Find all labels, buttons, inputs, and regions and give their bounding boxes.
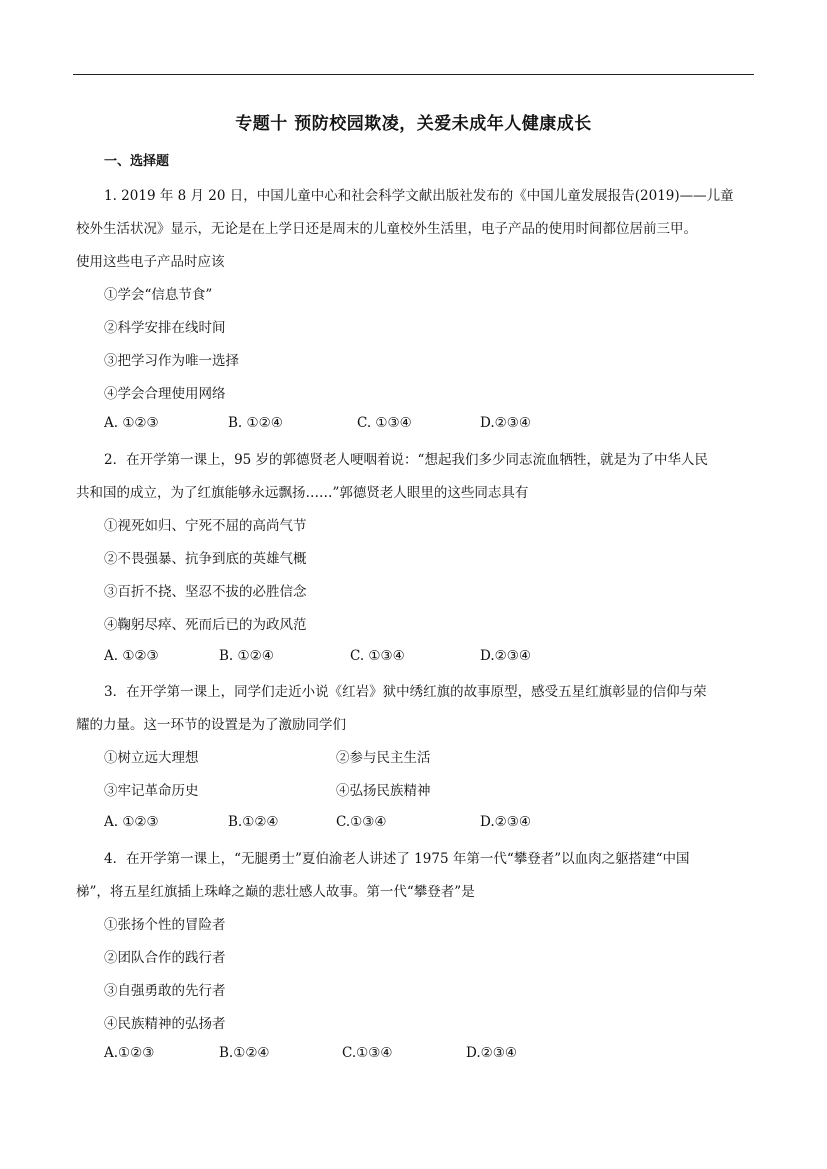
question-3-choice-b: B.①②④ bbox=[228, 814, 279, 830]
question-4-item-1: ①张扬个性的冒险者 bbox=[104, 917, 226, 933]
question-4-item-4: ④民族精神的弘扬者 bbox=[104, 1016, 226, 1032]
question-4-choice-a: A.①②③ bbox=[104, 1045, 155, 1061]
question-2-choice-b: B. ①②④ bbox=[219, 648, 274, 664]
question-3-choice-d: D.②③④ bbox=[480, 814, 531, 830]
question-4-choice-d: D.②③④ bbox=[466, 1045, 517, 1061]
question-4-item-3: ③自强勇敢的先行者 bbox=[104, 983, 226, 999]
question-1-choice-b: B. ①②④ bbox=[228, 415, 283, 431]
question-4-stem-line-2: 梯”，将五星红旗插上珠峰之巅的悲壮感人故事。第一代“攀登者”是 bbox=[76, 884, 475, 900]
page-title: 专题十 预防校园欺凌，关爱未成年人健康成长 bbox=[235, 114, 592, 134]
question-1-item-1: ①学会“信息节食” bbox=[104, 287, 213, 303]
question-2-item-4: ④鞠躬尽瘁、死而后已的为政风范 bbox=[104, 617, 307, 633]
question-4-choice-c: C.①③④ bbox=[342, 1045, 393, 1061]
question-1-stem-line-2: 校外生活状况》显示，无论是在上学日还是周末的儿童校外生活里，电子产品的使用时间都位居前三甲。 bbox=[76, 221, 697, 237]
header-rule bbox=[73, 74, 754, 75]
question-2-choice-a: A. ①②③ bbox=[104, 648, 159, 664]
section-heading: 一、选择题 bbox=[104, 154, 170, 169]
question-1-choice-d: D.②③④ bbox=[480, 415, 531, 431]
question-4-choice-b: B.①②④ bbox=[219, 1045, 270, 1061]
question-4-item-2: ②团队合作的践行者 bbox=[104, 950, 226, 966]
question-1-stem-line-3: 使用这些电子产品时应该 bbox=[76, 254, 225, 270]
question-2-choice-c: C. ①③④ bbox=[350, 648, 405, 664]
question-4-stem-line-1: 4．在开学第一课上，“无腿勇士”夏伯渝老人讲述了 1975 年第一代“攀登者”以血肉之躯搭建“中国 bbox=[104, 851, 690, 867]
question-1-choice-a: A. ①②③ bbox=[104, 415, 159, 431]
question-3-item-2: ②参与民主生活 bbox=[336, 750, 431, 766]
question-3-item-4: ④弘扬民族精神 bbox=[336, 783, 431, 799]
question-2-choice-d: D.②③④ bbox=[480, 648, 531, 664]
question-3-stem-line-1: 3．在开学第一课上，同学们走近小说《红岩》狱中绣红旗的故事原型，感受五星红旗彰显的信仰与荣 bbox=[104, 684, 707, 700]
question-2-item-1: ①视死如归、宁死不屈的高尚气节 bbox=[104, 518, 307, 534]
question-2-item-3: ③百折不挠、坚忍不拔的必胜信念 bbox=[104, 584, 307, 600]
question-2-item-2: ②不畏强暴、抗争到底的英雄气概 bbox=[104, 551, 307, 567]
question-1-item-4: ④学会合理使用网络 bbox=[104, 386, 226, 402]
question-3-item-1: ①树立远大理想 bbox=[104, 750, 199, 766]
question-3-choice-a: A. ①②③ bbox=[104, 814, 159, 830]
question-1-choice-c: C. ①③④ bbox=[357, 415, 412, 431]
question-3-stem-line-2: 耀的力量。这一环节的设置是为了激励同学们 bbox=[76, 717, 346, 733]
question-1-stem-line-1: 1. 2019 年 8 月 20 日，中国儿童中心和社会科学文献出版社发布的《中国儿童发展报告(2019)——儿童 bbox=[104, 188, 734, 204]
question-2-stem-line-1: 2．在开学第一课上，95 岁的郭德贤老人哽咽着说：“想起我们多少同志流血牺牲，就是为了中华人民 bbox=[104, 452, 708, 468]
question-1-item-3: ③把学习作为唯一选择 bbox=[104, 353, 239, 369]
question-1-item-2: ②科学安排在线时间 bbox=[104, 320, 226, 336]
question-3-choice-c: C.①③④ bbox=[336, 814, 387, 830]
question-2-stem-line-2: 共和国的成立，为了红旗能够永远飘扬……”郭德贤老人眼里的这些同志具有 bbox=[76, 485, 529, 501]
question-3-item-3: ③牢记革命历史 bbox=[104, 783, 199, 799]
